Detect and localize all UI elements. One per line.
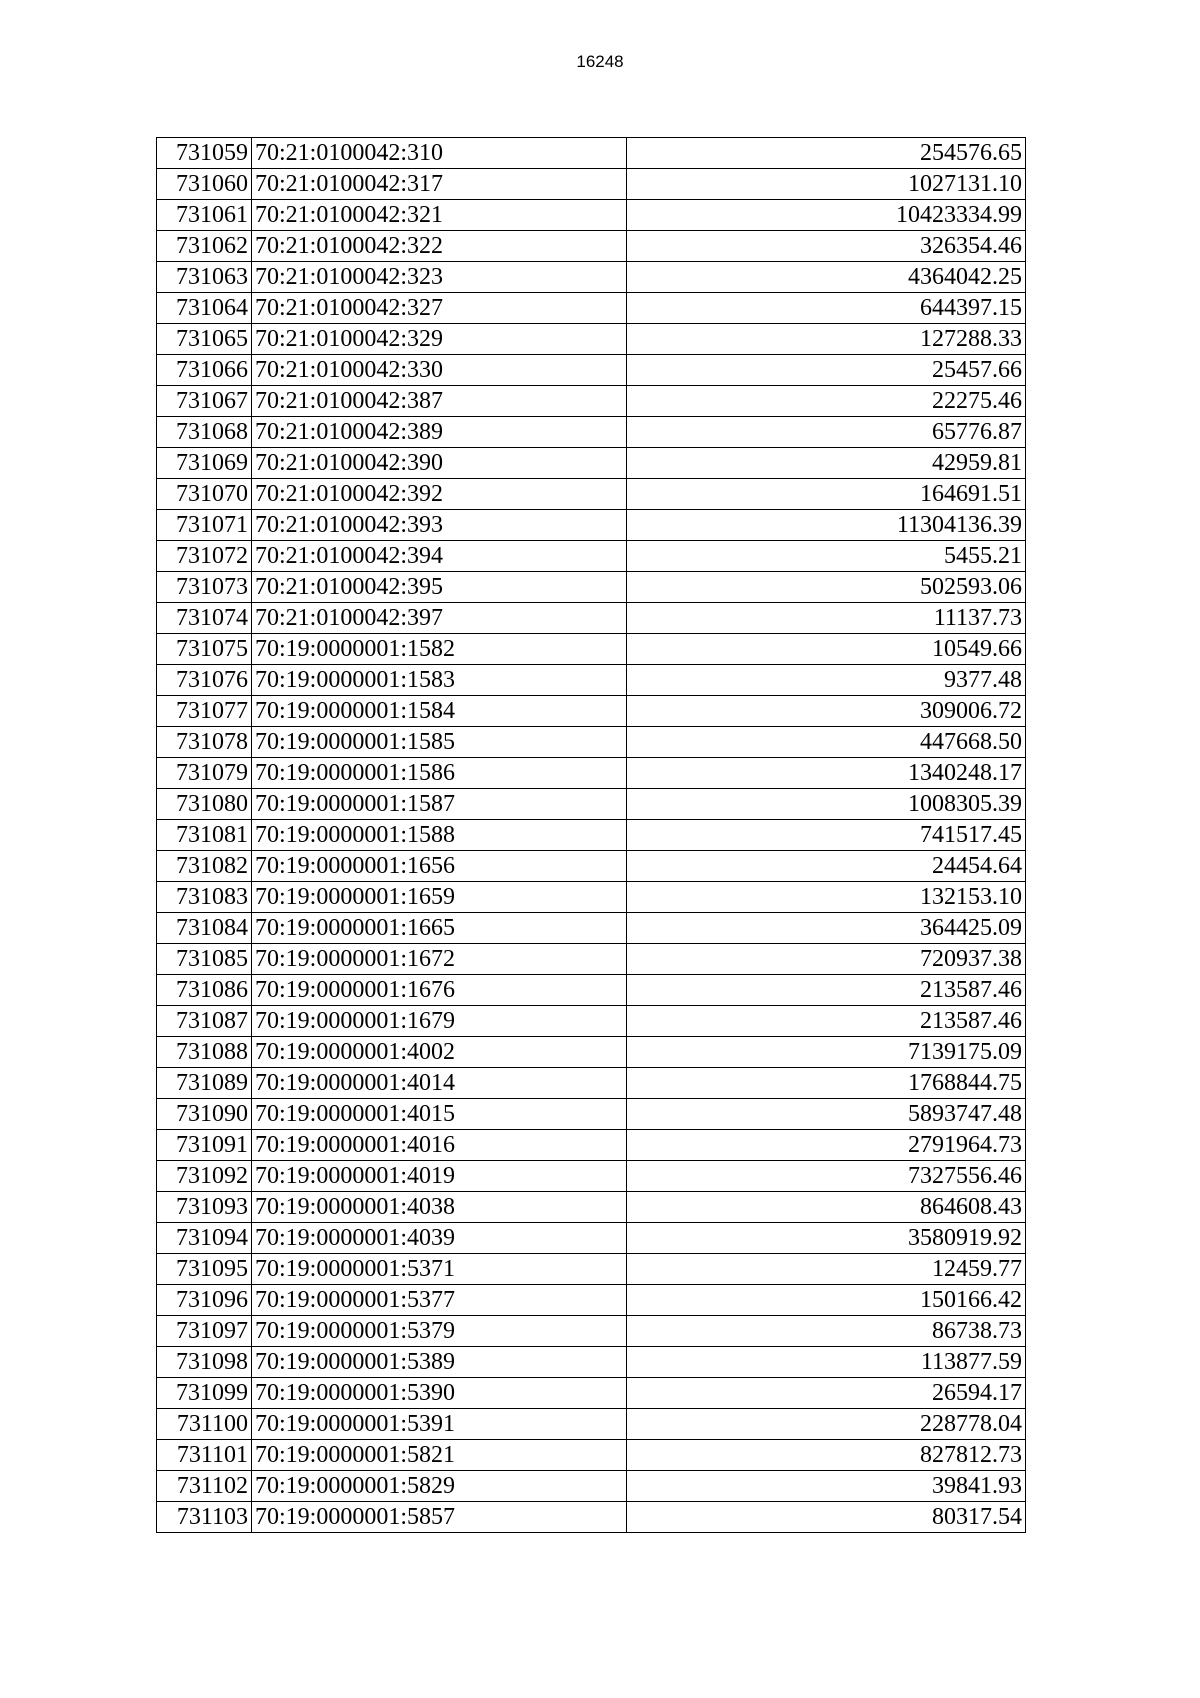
- cadastral-value-cell: 1340248.17: [627, 758, 1026, 789]
- row-number-cell: 731071: [157, 510, 252, 541]
- row-number-cell: 731073: [157, 572, 252, 603]
- cadastral-number-cell: 70:21:0100042:393: [252, 510, 627, 541]
- cadastral-number-cell: 70:21:0100042:329: [252, 324, 627, 355]
- cadastral-number-cell: 70:19:0000001:1584: [252, 696, 627, 727]
- cadastral-value-cell: 1008305.39: [627, 789, 1026, 820]
- table-row: [157, 665, 1026, 696]
- row-number-cell: 731059: [157, 138, 252, 169]
- cadastral-number-cell: 70:19:0000001:5377: [252, 1285, 627, 1316]
- cadastral-number-cell: 70:21:0100042:397: [252, 603, 627, 634]
- table-row: [157, 448, 1026, 479]
- row-number-cell: 731095: [157, 1254, 252, 1285]
- cadastral-value-cell: 164691.51: [627, 479, 1026, 510]
- cadastral-number-cell: 70:21:0100042:327: [252, 293, 627, 324]
- table-row: [157, 479, 1026, 510]
- table-row: [157, 324, 1026, 355]
- row-number-cell: 731101: [157, 1440, 252, 1471]
- cadastral-value-cell: 213587.46: [627, 1006, 1026, 1037]
- row-number-cell: 731080: [157, 789, 252, 820]
- row-number-cell: 731082: [157, 851, 252, 882]
- cadastral-value-cell: 86738.73: [627, 1316, 1026, 1347]
- table-row: [157, 417, 1026, 448]
- cadastral-number-cell: 70:19:0000001:1672: [252, 944, 627, 975]
- table-row: [157, 1099, 1026, 1130]
- cadastral-number-cell: 70:19:0000001:1585: [252, 727, 627, 758]
- table-row: [157, 634, 1026, 665]
- cadastral-number-cell: 70:21:0100042:330: [252, 355, 627, 386]
- cadastral-number-cell: 70:19:0000001:1586: [252, 758, 627, 789]
- cadastral-number-cell: 70:19:0000001:1676: [252, 975, 627, 1006]
- cadastral-number-cell: 70:19:0000001:1659: [252, 882, 627, 913]
- row-number-cell: 731088: [157, 1037, 252, 1068]
- cadastral-value-cell: 741517.45: [627, 820, 1026, 851]
- cadastral-number-cell: 70:19:0000001:5389: [252, 1347, 627, 1378]
- cadastral-number-cell: 70:21:0100042:389: [252, 417, 627, 448]
- row-number-cell: 731063: [157, 262, 252, 293]
- row-number-cell: 731060: [157, 169, 252, 200]
- table-row: [157, 1409, 1026, 1440]
- table-row: [157, 1254, 1026, 1285]
- row-number-cell: 731090: [157, 1099, 252, 1130]
- table-row: [157, 1130, 1026, 1161]
- cadastral-value-cell: 447668.50: [627, 727, 1026, 758]
- row-number-cell: 731097: [157, 1316, 252, 1347]
- cadastral-value-cell: 1768844.75: [627, 1068, 1026, 1099]
- cadastral-number-cell: 70:19:0000001:4039: [252, 1223, 627, 1254]
- row-number-cell: 731091: [157, 1130, 252, 1161]
- row-number-cell: 731061: [157, 200, 252, 231]
- cadastral-value-table: [156, 137, 1026, 1533]
- cadastral-value-cell: 4364042.25: [627, 262, 1026, 293]
- cadastral-value-cell: 3580919.92: [627, 1223, 1026, 1254]
- cadastral-number-cell: 70:19:0000001:1588: [252, 820, 627, 851]
- cadastral-value-cell: 502593.06: [627, 572, 1026, 603]
- cadastral-value-cell: 7327556.46: [627, 1161, 1026, 1192]
- table-row: [157, 1192, 1026, 1223]
- table-row: [157, 882, 1026, 913]
- cadastral-value-cell: 11137.73: [627, 603, 1026, 634]
- table-row: [157, 1223, 1026, 1254]
- cadastral-value-cell: 213587.46: [627, 975, 1026, 1006]
- table-row: [157, 1502, 1026, 1533]
- cadastral-number-cell: 70:19:0000001:4014: [252, 1068, 627, 1099]
- row-number-cell: 731098: [157, 1347, 252, 1378]
- cadastral-value-cell: 25457.66: [627, 355, 1026, 386]
- table-row: [157, 1037, 1026, 1068]
- cadastral-value-cell: 827812.73: [627, 1440, 1026, 1471]
- cadastral-value-cell: 39841.93: [627, 1471, 1026, 1502]
- row-number-cell: 731084: [157, 913, 252, 944]
- row-number-cell: 731077: [157, 696, 252, 727]
- cadastral-value-cell: 364425.09: [627, 913, 1026, 944]
- cadastral-number-cell: 70:19:0000001:5371: [252, 1254, 627, 1285]
- cadastral-number-cell: 70:19:0000001:4016: [252, 1130, 627, 1161]
- table-row: [157, 262, 1026, 293]
- cadastral-number-cell: 70:21:0100042:323: [252, 262, 627, 293]
- cadastral-value-cell: 12459.77: [627, 1254, 1026, 1285]
- cadastral-number-cell: 70:21:0100042:322: [252, 231, 627, 262]
- row-number-cell: 731068: [157, 417, 252, 448]
- table-row: [157, 696, 1026, 727]
- cadastral-number-cell: 70:19:0000001:5857: [252, 1502, 627, 1533]
- cadastral-value-cell: 132153.10: [627, 882, 1026, 913]
- row-number-cell: 731062: [157, 231, 252, 262]
- cadastral-number-cell: 70:19:0000001:5379: [252, 1316, 627, 1347]
- cadastral-number-cell: 70:21:0100042:310: [252, 138, 627, 169]
- row-number-cell: 731083: [157, 882, 252, 913]
- row-number-cell: 731079: [157, 758, 252, 789]
- table-row: [157, 1378, 1026, 1409]
- cadastral-number-cell: 70:19:0000001:1656: [252, 851, 627, 882]
- cadastral-value-cell: 228778.04: [627, 1409, 1026, 1440]
- table-row: [157, 1068, 1026, 1099]
- cadastral-value-cell: 42959.81: [627, 448, 1026, 479]
- cadastral-number-cell: 70:21:0100042:387: [252, 386, 627, 417]
- row-number-cell: 731093: [157, 1192, 252, 1223]
- row-number-cell: 731100: [157, 1409, 252, 1440]
- cadastral-number-cell: 70:19:0000001:1587: [252, 789, 627, 820]
- row-number-cell: 731069: [157, 448, 252, 479]
- row-number-cell: 731087: [157, 1006, 252, 1037]
- table-row: [157, 355, 1026, 386]
- cadastral-value-cell: 9377.48: [627, 665, 1026, 696]
- row-number-cell: 731067: [157, 386, 252, 417]
- cadastral-value-cell: 24454.64: [627, 851, 1026, 882]
- table-row: [157, 293, 1026, 324]
- cadastral-value-cell: 254576.65: [627, 138, 1026, 169]
- cadastral-value-cell: 5455.21: [627, 541, 1026, 572]
- table-row: [157, 851, 1026, 882]
- page-number: 16248: [576, 52, 624, 71]
- row-number-cell: 731064: [157, 293, 252, 324]
- cadastral-number-cell: 70:19:0000001:4002: [252, 1037, 627, 1068]
- cadastral-number-cell: 70:21:0100042:321: [252, 200, 627, 231]
- table-row: [157, 541, 1026, 572]
- table-row: [157, 913, 1026, 944]
- row-number-cell: 731099: [157, 1378, 252, 1409]
- cadastral-number-cell: 70:19:0000001:1665: [252, 913, 627, 944]
- table-row: [157, 1347, 1026, 1378]
- table-row: [157, 1006, 1026, 1037]
- table-row: [157, 975, 1026, 1006]
- cadastral-value-cell: 5893747.48: [627, 1099, 1026, 1130]
- cadastral-value-cell: 26594.17: [627, 1378, 1026, 1409]
- cadastral-value-cell: 11304136.39: [627, 510, 1026, 541]
- table-row: [157, 789, 1026, 820]
- table-row: [157, 727, 1026, 758]
- cadastral-number-cell: 70:19:0000001:1583: [252, 665, 627, 696]
- cadastral-number-cell: 70:21:0100042:390: [252, 448, 627, 479]
- cadastral-number-cell: 70:19:0000001:5821: [252, 1440, 627, 1471]
- row-number-cell: 731094: [157, 1223, 252, 1254]
- cadastral-number-cell: 70:21:0100042:392: [252, 479, 627, 510]
- cadastral-value-cell: 22275.46: [627, 386, 1026, 417]
- table-row: [157, 820, 1026, 851]
- cadastral-value-cell: 644397.15: [627, 293, 1026, 324]
- row-number-cell: 731086: [157, 975, 252, 1006]
- row-number-cell: 731078: [157, 727, 252, 758]
- cadastral-value-cell: 80317.54: [627, 1502, 1026, 1533]
- cadastral-number-cell: 70:19:0000001:5829: [252, 1471, 627, 1502]
- row-number-cell: 731074: [157, 603, 252, 634]
- cadastral-value-cell: 10423334.99: [627, 200, 1026, 231]
- cadastral-value-cell: 65776.87: [627, 417, 1026, 448]
- cadastral-number-cell: 70:21:0100042:317: [252, 169, 627, 200]
- cadastral-number-cell: 70:19:0000001:4019: [252, 1161, 627, 1192]
- cadastral-value-cell: 1027131.10: [627, 169, 1026, 200]
- row-number-cell: 731096: [157, 1285, 252, 1316]
- table-body: [157, 138, 1026, 1533]
- table-row: [157, 231, 1026, 262]
- table-row: [157, 603, 1026, 634]
- table-row: [157, 1316, 1026, 1347]
- row-number-cell: 731070: [157, 479, 252, 510]
- table-row: [157, 138, 1026, 169]
- cadastral-number-cell: 70:19:0000001:4015: [252, 1099, 627, 1130]
- row-number-cell: 731085: [157, 944, 252, 975]
- cadastral-number-cell: 70:19:0000001:1679: [252, 1006, 627, 1037]
- row-number-cell: 731103: [157, 1502, 252, 1533]
- row-number-cell: 731076: [157, 665, 252, 696]
- cadastral-value-cell: 309006.72: [627, 696, 1026, 727]
- cadastral-value-cell: 150166.42: [627, 1285, 1026, 1316]
- cadastral-number-cell: 70:19:0000001:5391: [252, 1409, 627, 1440]
- cadastral-number-cell: 70:21:0100042:395: [252, 572, 627, 603]
- cadastral-value-cell: 127288.33: [627, 324, 1026, 355]
- table-row: [157, 386, 1026, 417]
- row-number-cell: 731075: [157, 634, 252, 665]
- table-row: [157, 1285, 1026, 1316]
- row-number-cell: 731092: [157, 1161, 252, 1192]
- cadastral-value-cell: 113877.59: [627, 1347, 1026, 1378]
- row-number-cell: 731102: [157, 1471, 252, 1502]
- row-number-cell: 731081: [157, 820, 252, 851]
- table-row: [157, 510, 1026, 541]
- row-number-cell: 731072: [157, 541, 252, 572]
- table-row: [157, 944, 1026, 975]
- row-number-cell: 731065: [157, 324, 252, 355]
- cadastral-value-cell: 10549.66: [627, 634, 1026, 665]
- cadastral-number-cell: 70:19:0000001:5390: [252, 1378, 627, 1409]
- cadastral-value-cell: 326354.46: [627, 231, 1026, 262]
- table-row: [157, 1440, 1026, 1471]
- row-number-cell: 731089: [157, 1068, 252, 1099]
- table-row: [157, 1471, 1026, 1502]
- cadastral-value-cell: 2791964.73: [627, 1130, 1026, 1161]
- table-row: [157, 169, 1026, 200]
- table-row: [157, 1161, 1026, 1192]
- table-row: [157, 758, 1026, 789]
- cadastral-number-cell: 70:21:0100042:394: [252, 541, 627, 572]
- cadastral-value-cell: 720937.38: [627, 944, 1026, 975]
- table-row: [157, 572, 1026, 603]
- cadastral-number-cell: 70:19:0000001:4038: [252, 1192, 627, 1223]
- cadastral-value-cell: 864608.43: [627, 1192, 1026, 1223]
- table-row: [157, 200, 1026, 231]
- cadastral-value-cell: 7139175.09: [627, 1037, 1026, 1068]
- row-number-cell: 731066: [157, 355, 252, 386]
- cadastral-number-cell: 70:19:0000001:1582: [252, 634, 627, 665]
